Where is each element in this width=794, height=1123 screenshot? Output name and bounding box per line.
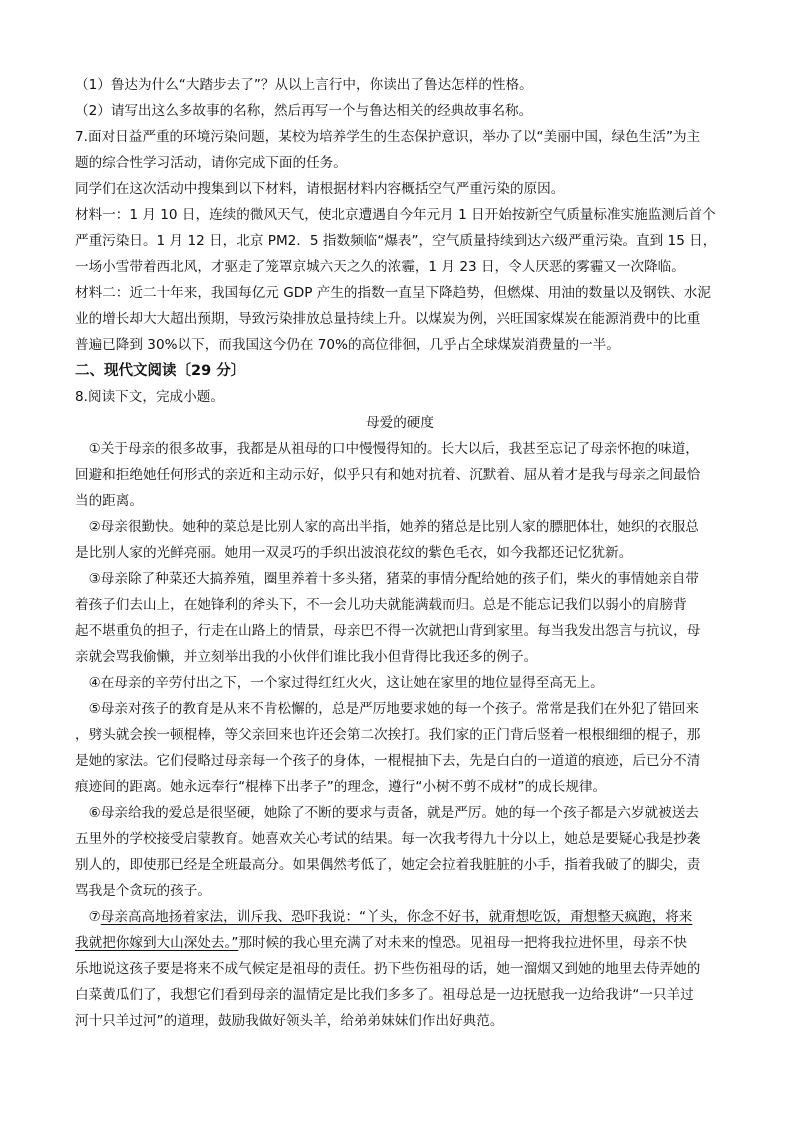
paragraph-1 [75, 436, 725, 514]
paragraph-3 [75, 566, 725, 670]
paragraph-line: ⑤母亲对孩子的教育是从来不肯松懈的，总是严厉地要求她的每一个孩子。常常是我们在外犯了错回来 [75, 701, 699, 717]
paragraph-line: 着孩子们去山上，在她锋利的斧头下，不一会儿功夫就能满载而归。总是不能忘记我们以弱小的肩膀背 [75, 597, 687, 613]
material-2-line: 业的增长却大大超出预期，导致污染排放总量持续上升。以煤炭为例，兴旺国家煤炭在能源消费中的比重 [75, 311, 701, 327]
question-2: （2）请写出这么多故事的名称，然后再写一个与鲁达相关的经典故事名称。 [75, 103, 533, 119]
material-2-line: 普遍已降到 30%以下，而我国这今仍在 70%的高位徘徊，几乎占全球煤炭消费量的一半。 [75, 337, 620, 353]
paragraph-line: 回避和拒绝她任何形式的亲近和主动示好，似乎只有和她对抗着、沉默着、屈从着才是我与母亲之间最恰 [75, 467, 701, 483]
question-1: （1）鲁达为什么“大踏步去了”？从以上言行中，你读出了鲁达怎样的性格。 [75, 77, 533, 93]
paragraph-line: ③母亲除了种菜还大搞养殖，圈里养着十多头猪，猪菜的事情分配给她的孩子们，柴火的事情她亲自带 [75, 571, 699, 587]
question-8-prompt: 8.阅读下文，完成小题。 [75, 389, 224, 405]
q7-line: 题的综合性学习活动，请你完成下面的任务。 [75, 155, 347, 171]
paragraph-4 [75, 670, 725, 696]
paragraph-line: 是比别人家的光鲜亮丽。她用一双灵巧的手织出波浪花纹的紫色毛衣，如今我都还记忆犹新。 [75, 545, 633, 561]
paragraph-7 [75, 904, 725, 1034]
paragraph-line: ④在母亲的辛劳付出之下，一个家过得红红火火，这让她在家里的地位显得至高无上。 [75, 675, 604, 691]
paragraph-line: 起不堪重负的担子，行走在山路上的情景，母亲巴不得一次就把山背到家里。每当我发出怨言与抗议，母 [75, 623, 701, 639]
paragraph-line: 五里外的学校接受启蒙教育。她喜欢关心考试的结果。每一次我考得九十分以上，她总是要疑心我是抄袭 [75, 831, 701, 847]
paragraph-line: 乐地说这孩子要是将来不成气候定是祖母的责任。扔下些伤祖母的话，她一溜烟又到她的地里去侍弄她的 [75, 961, 701, 977]
paragraph-line: 别人的，即使那已经是全班最高分。如果偶然考低了，她定会拉着我脏脏的小手，指着我破了的脚尖，责 [75, 857, 701, 873]
paragraph-2 [75, 514, 725, 566]
paragraph-line: 河十只羊过河”的道理，鼓励我做好领头羊，给弟弟妹妹们作出好典范。 [75, 1013, 504, 1029]
material-1-line: 严重污染日。1 月 12 日，北京 PM2．5 指数频临“爆表”，空气质量持续到达六级严重污染。直到 15 日， [75, 233, 717, 249]
underlined-sentence: 母亲高高地扬着家法，训斥我、恐吓我说：“丫头，你念不好书，就甭想吃饭，甭想整天疯跑，将来 [100, 909, 693, 925]
paragraph-text: 那时候的我心里充满了对未来的惶恐。见祖母一把将我拉进怀里，母亲不快 [238, 935, 687, 951]
paragraph-line: 白菜黄瓜们了，我想它们看到母亲的温情定是比我们多多了。祖母总是一边抚慰我一边给我讲“一只羊过 [75, 987, 694, 1003]
paragraph-line: 是她的家法。它们侵略过母亲每一个孩子的身体，一棍棍抽下去，先是白白的一道道的痕迹，后已分不清 [75, 753, 701, 769]
q7-line: 同学们在这次活动中搜集到以下材料，请根据材料内容概括空气严重污染的原因。 [75, 181, 565, 197]
paragraph-line [75, 904, 725, 930]
paragraph-number: ⑦ [75, 909, 101, 925]
paragraph-line: 亲就会骂我偷懒，并立刻举出我的小伙伴们谁比我小但背得比我还多的例子。 [75, 649, 538, 665]
paragraph-line: 骂我是个贪玩的孩子。 [75, 883, 211, 899]
article-body [75, 436, 725, 1034]
material-1-line: 一场小雪带着西北风，才驱走了笼罩京城六天之久的浓霾，1 月 23 日，令人厌恶的雾霾又一次降临。 [75, 259, 685, 275]
paragraph-6 [75, 800, 725, 904]
paragraph-line: ①关于母亲的很多故事，我都是从祖母的口中慢慢得知的。长大以后，我甚至忘记了母亲怀抱的味道， [75, 441, 699, 457]
paragraph-line [75, 930, 725, 956]
paragraph-line: ⑥母亲给我的爱总是很坚硬，她除了不断的要求与责备，就是严厉。她的每一个孩子都是六岁就被送去 [75, 805, 699, 821]
article-title: 母爱的硬度 [366, 415, 434, 431]
q7-line: 7.面对日益严重的环境污染问题，某校为培养学生的生态保护意识，举办了以“美丽中国，绿色生活”为主 [75, 129, 701, 145]
underlined-sentence: 我就把你嫁到大山深处去。” [75, 935, 239, 951]
paragraph-line: 痕迹间的距离。她永远奉行“棍棒下出孝子”的理念，遵行“小树不剪不成材”的成长规律。 [75, 779, 607, 795]
section-heading: 二、现代文阅读〔29 分〕 [75, 363, 246, 379]
question-7 [75, 124, 725, 358]
material-1-line: 材料一：1 月 10 日，连续的微风天气，使北京遭遇自今年元月 1 日开始按新空气质量标准实施监测后首个 [75, 207, 716, 223]
document-page [75, 72, 725, 1034]
paragraph-line: ②母亲很勤快。她种的菜总是比别人家的高出半指，她养的猪总是比别人家的膘肥体壮，她织的衣服总 [75, 519, 699, 535]
material-2-line: 材料二：近二十年来，我国每亿元 GDP 产生的指数一直呈下降趋势，但燃煤、用油的数量以及钢铁、水泥 [75, 285, 711, 301]
paragraph-line: 当的距离。 [75, 493, 143, 509]
paragraph-line: ，劈头就会挨一顿棍棒，等父亲回来也许还会第二次挨打。我们家的正门背后竖着一根根细细的棍子，那 [75, 727, 701, 743]
question-list-top [75, 72, 725, 124]
paragraph-5 [75, 696, 725, 800]
